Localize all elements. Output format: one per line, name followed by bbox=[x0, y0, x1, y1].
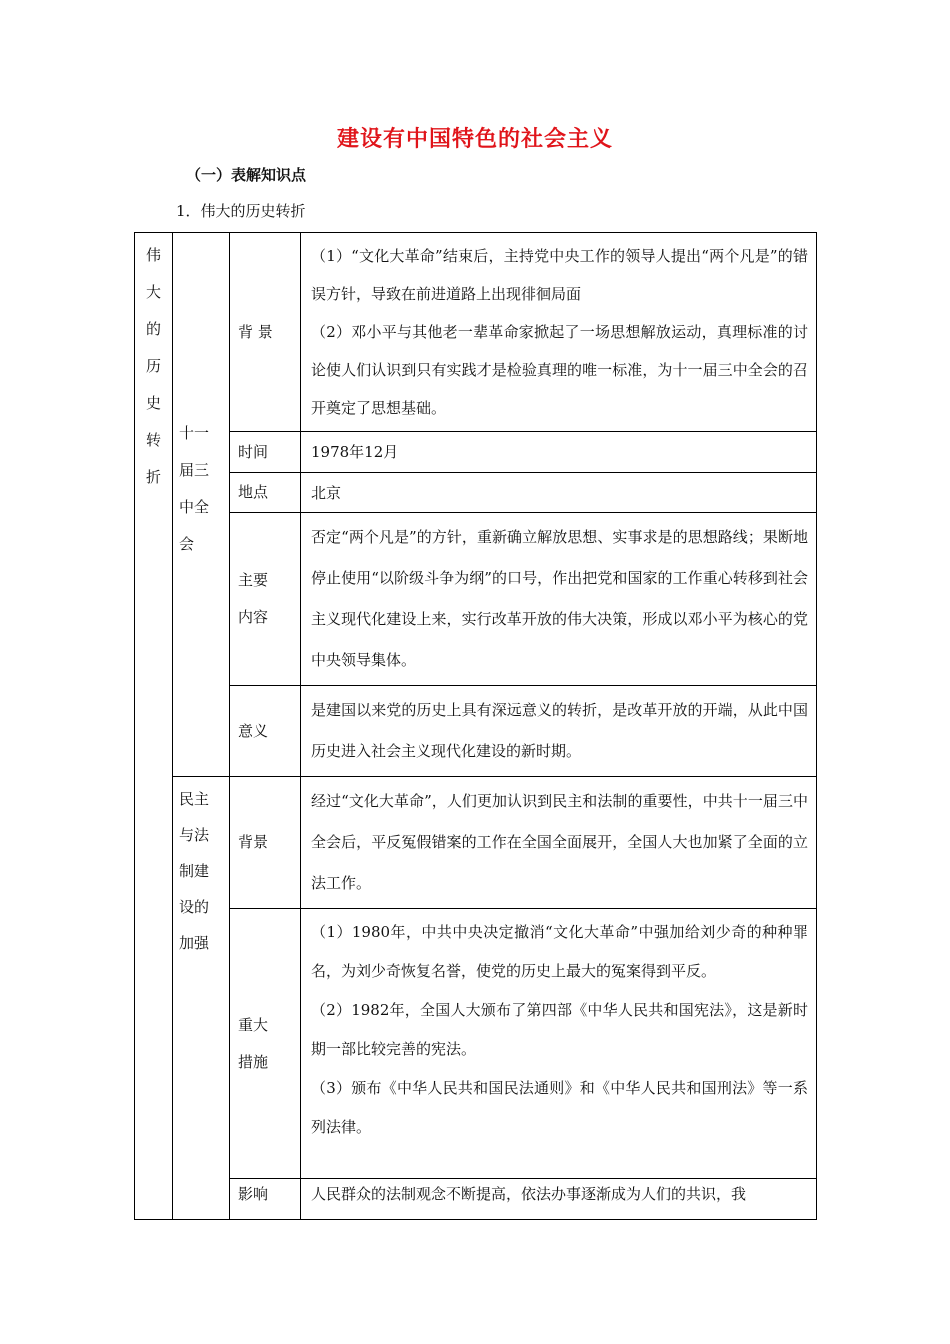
knowledge-table bbox=[134, 232, 817, 1220]
group2-measure-3: （3）颁布《中华人民共和国民法通则》和《中华人民共和国刑法》等一系列法律。 bbox=[311, 1079, 808, 1136]
group2-influence-label: 影响 bbox=[230, 1179, 301, 1220]
group2-measures-cell bbox=[301, 909, 817, 1179]
section-heading: （一）表解知识点 bbox=[186, 166, 307, 184]
group1-time: 1978年12月 bbox=[301, 432, 817, 473]
group2-influence: 人民群众的法制观念不断提高，依法办事逐渐成为人们的共识，我 bbox=[301, 1179, 817, 1220]
group1-place-label: 地点 bbox=[230, 473, 301, 513]
group1-content-label bbox=[230, 513, 301, 686]
group2-measures-label-text: 重大措施 bbox=[238, 1015, 269, 1071]
group1-meaning: 是建国以来党的历史上具有深远意义的转折，是改革开放的开端，从此中国历史进入社会主义现代化建设的新时期。 bbox=[301, 686, 817, 777]
group2-name: 民主与法制建设的加强 bbox=[179, 790, 210, 952]
group1-background-1: （1）“文化大革命”结束后，主持党中央工作的领导人提出“两个凡是”的错误方针，导致在前进道路上出现徘徊局面 bbox=[311, 247, 808, 303]
document-title: 建设有中国特色的社会主义 bbox=[336, 127, 613, 152]
row-header-text: 伟大的历史转折 bbox=[145, 246, 161, 486]
group2-name-cell bbox=[173, 777, 230, 1220]
group1-meaning-label: 意义 bbox=[230, 686, 301, 777]
group2-measure-1: （1）1980年，中共中央决定撤消“文化大革命”中强加给刘少奇的种种罪名，为刘少奇恢复名誉，使党的历史上最大的冤案得到平反。 bbox=[311, 923, 808, 980]
subsection-heading: 1．伟大的历史转折 bbox=[176, 202, 306, 220]
group2-measures-label bbox=[230, 909, 301, 1179]
group1-content-label-text: 主要内容 bbox=[238, 571, 269, 626]
group1-name-cell bbox=[173, 233, 230, 777]
group2-measure-2: （2）1982年，全国人大颁布了第四部《中华人民共和国宪法》，这是新时期一部比较完善的宪法。 bbox=[311, 1001, 808, 1058]
group1-background-2: （2）邓小平与其他老一辈革命家掀起了一场思想解放运动，真理标准的讨论使人们认识到只有实践才是检验真理的唯一标准，为十一届三中全会的召开奠定了思想基础。 bbox=[311, 323, 808, 417]
group2-background: 经过“文化大革命”，人们更加认识到民主和法制的重要性，中共十一届三中全会后，平反冤假错案的工作在全国全面展开，全国人大也加紧了全面的立法工作。 bbox=[301, 777, 817, 909]
group1-background-label: 背 景 bbox=[230, 233, 301, 432]
group1-content: 否定“两个凡是”的方针，重新确立解放思想、实事求是的思想路线；果断地停止使用“以阶级斗争为纲”的口号，作出把党和国家的工作重心转移到社会主义现代化建设上来，实行改革开放的伟大决策，形成以邓小平为核心的党中央领导集体。 bbox=[301, 513, 817, 686]
row-header-cell bbox=[135, 233, 173, 1220]
group1-time-label: 时间 bbox=[230, 432, 301, 473]
group1-name: 十一届三中全会 bbox=[179, 424, 210, 553]
group1-background-cell bbox=[301, 233, 817, 432]
group2-background-label: 背景 bbox=[230, 777, 301, 909]
group1-place: 北京 bbox=[301, 473, 817, 513]
